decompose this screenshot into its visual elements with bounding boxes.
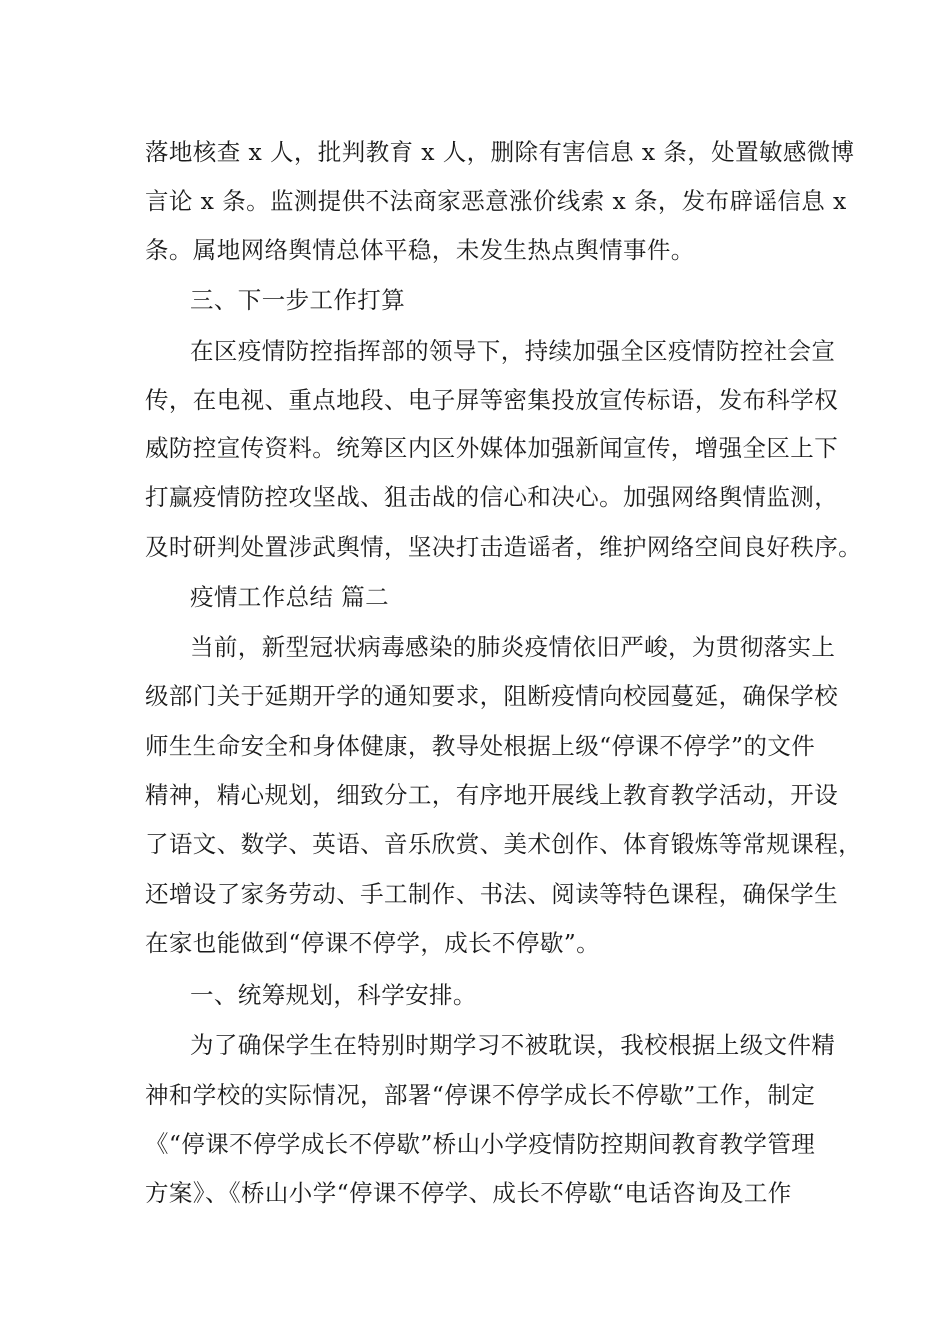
text-line: 威防控宣传资料。统筹区内区外媒体加强新闻宣传，增强全区上下	[145, 434, 839, 462]
text-line: 《“停课不停学成长不停歇”桥山小学疫情防控期间教育教学管理	[145, 1130, 816, 1158]
text-line: 及时研判处置涉武舆情，坚决打击造谣者，维护网络空间良好秩序。	[145, 533, 862, 561]
text-line: 了语文、数学、英语、音乐欣赏、美术创作、体育锻炼等常规课程，	[145, 830, 862, 858]
text-line: 神和学校的实际情况，部署“停课不停学成长不停歇”工作，制定	[145, 1081, 816, 1109]
text-line: 传，在电视、重点地段、电子屏等密集投放宣传标语，发布科学权	[145, 386, 839, 414]
text-line: 级部门关于延期开学的通知要求，阻断疫情向校园蔓延，确保学校	[145, 682, 839, 710]
text-line: 打赢疫情防控攻坚战、狙击战的信心和决心。加强网络舆情监测，	[145, 483, 839, 511]
text-line: 在区疫情防控指挥部的领导下，持续加强全区疫情防控社会宣	[190, 337, 836, 365]
text-line: 精神，精心规划，细致分工，有序地开展线上教育教学活动，开设	[145, 781, 839, 809]
text-line: 还增设了家务劳动、手工制作、书法、阅读等特色课程，确保学生	[145, 880, 839, 908]
text-line: 师生生命安全和身体健康，教导处根据上级“停课不停学”的文件	[145, 732, 816, 760]
text-line: 落地核查 x 人，批判教育 x 人，删除有害信息 x 条，处置敏感微博	[145, 138, 855, 166]
section-heading: 三、下一步工作打算	[190, 286, 406, 314]
text-line: 为了确保学生在特别时期学习不被耽误，我校根据上级文件精	[190, 1031, 836, 1059]
section-heading: 疫情工作总结 篇二	[190, 583, 390, 611]
text-line: 在家也能做到“停课不停学，成长不停歇”。	[145, 929, 601, 957]
text-line: 言论 x 条。监测提供不法商家恶意涨价线索 x 条，发布辟谣信息 x	[145, 187, 847, 215]
section-heading: 一、统筹规划，科学安排。	[190, 981, 477, 1009]
text-line: 方案》、《桥山小学“停课不停学、成长不停歇“电话咨询及工作	[145, 1179, 792, 1207]
text-line: 当前，新型冠状病毒感染的肺炎疫情依旧严峻，为贯彻落实上	[190, 633, 836, 661]
text-line: 条。属地网络舆情总体平稳，未发生热点舆情事件。	[145, 236, 695, 264]
